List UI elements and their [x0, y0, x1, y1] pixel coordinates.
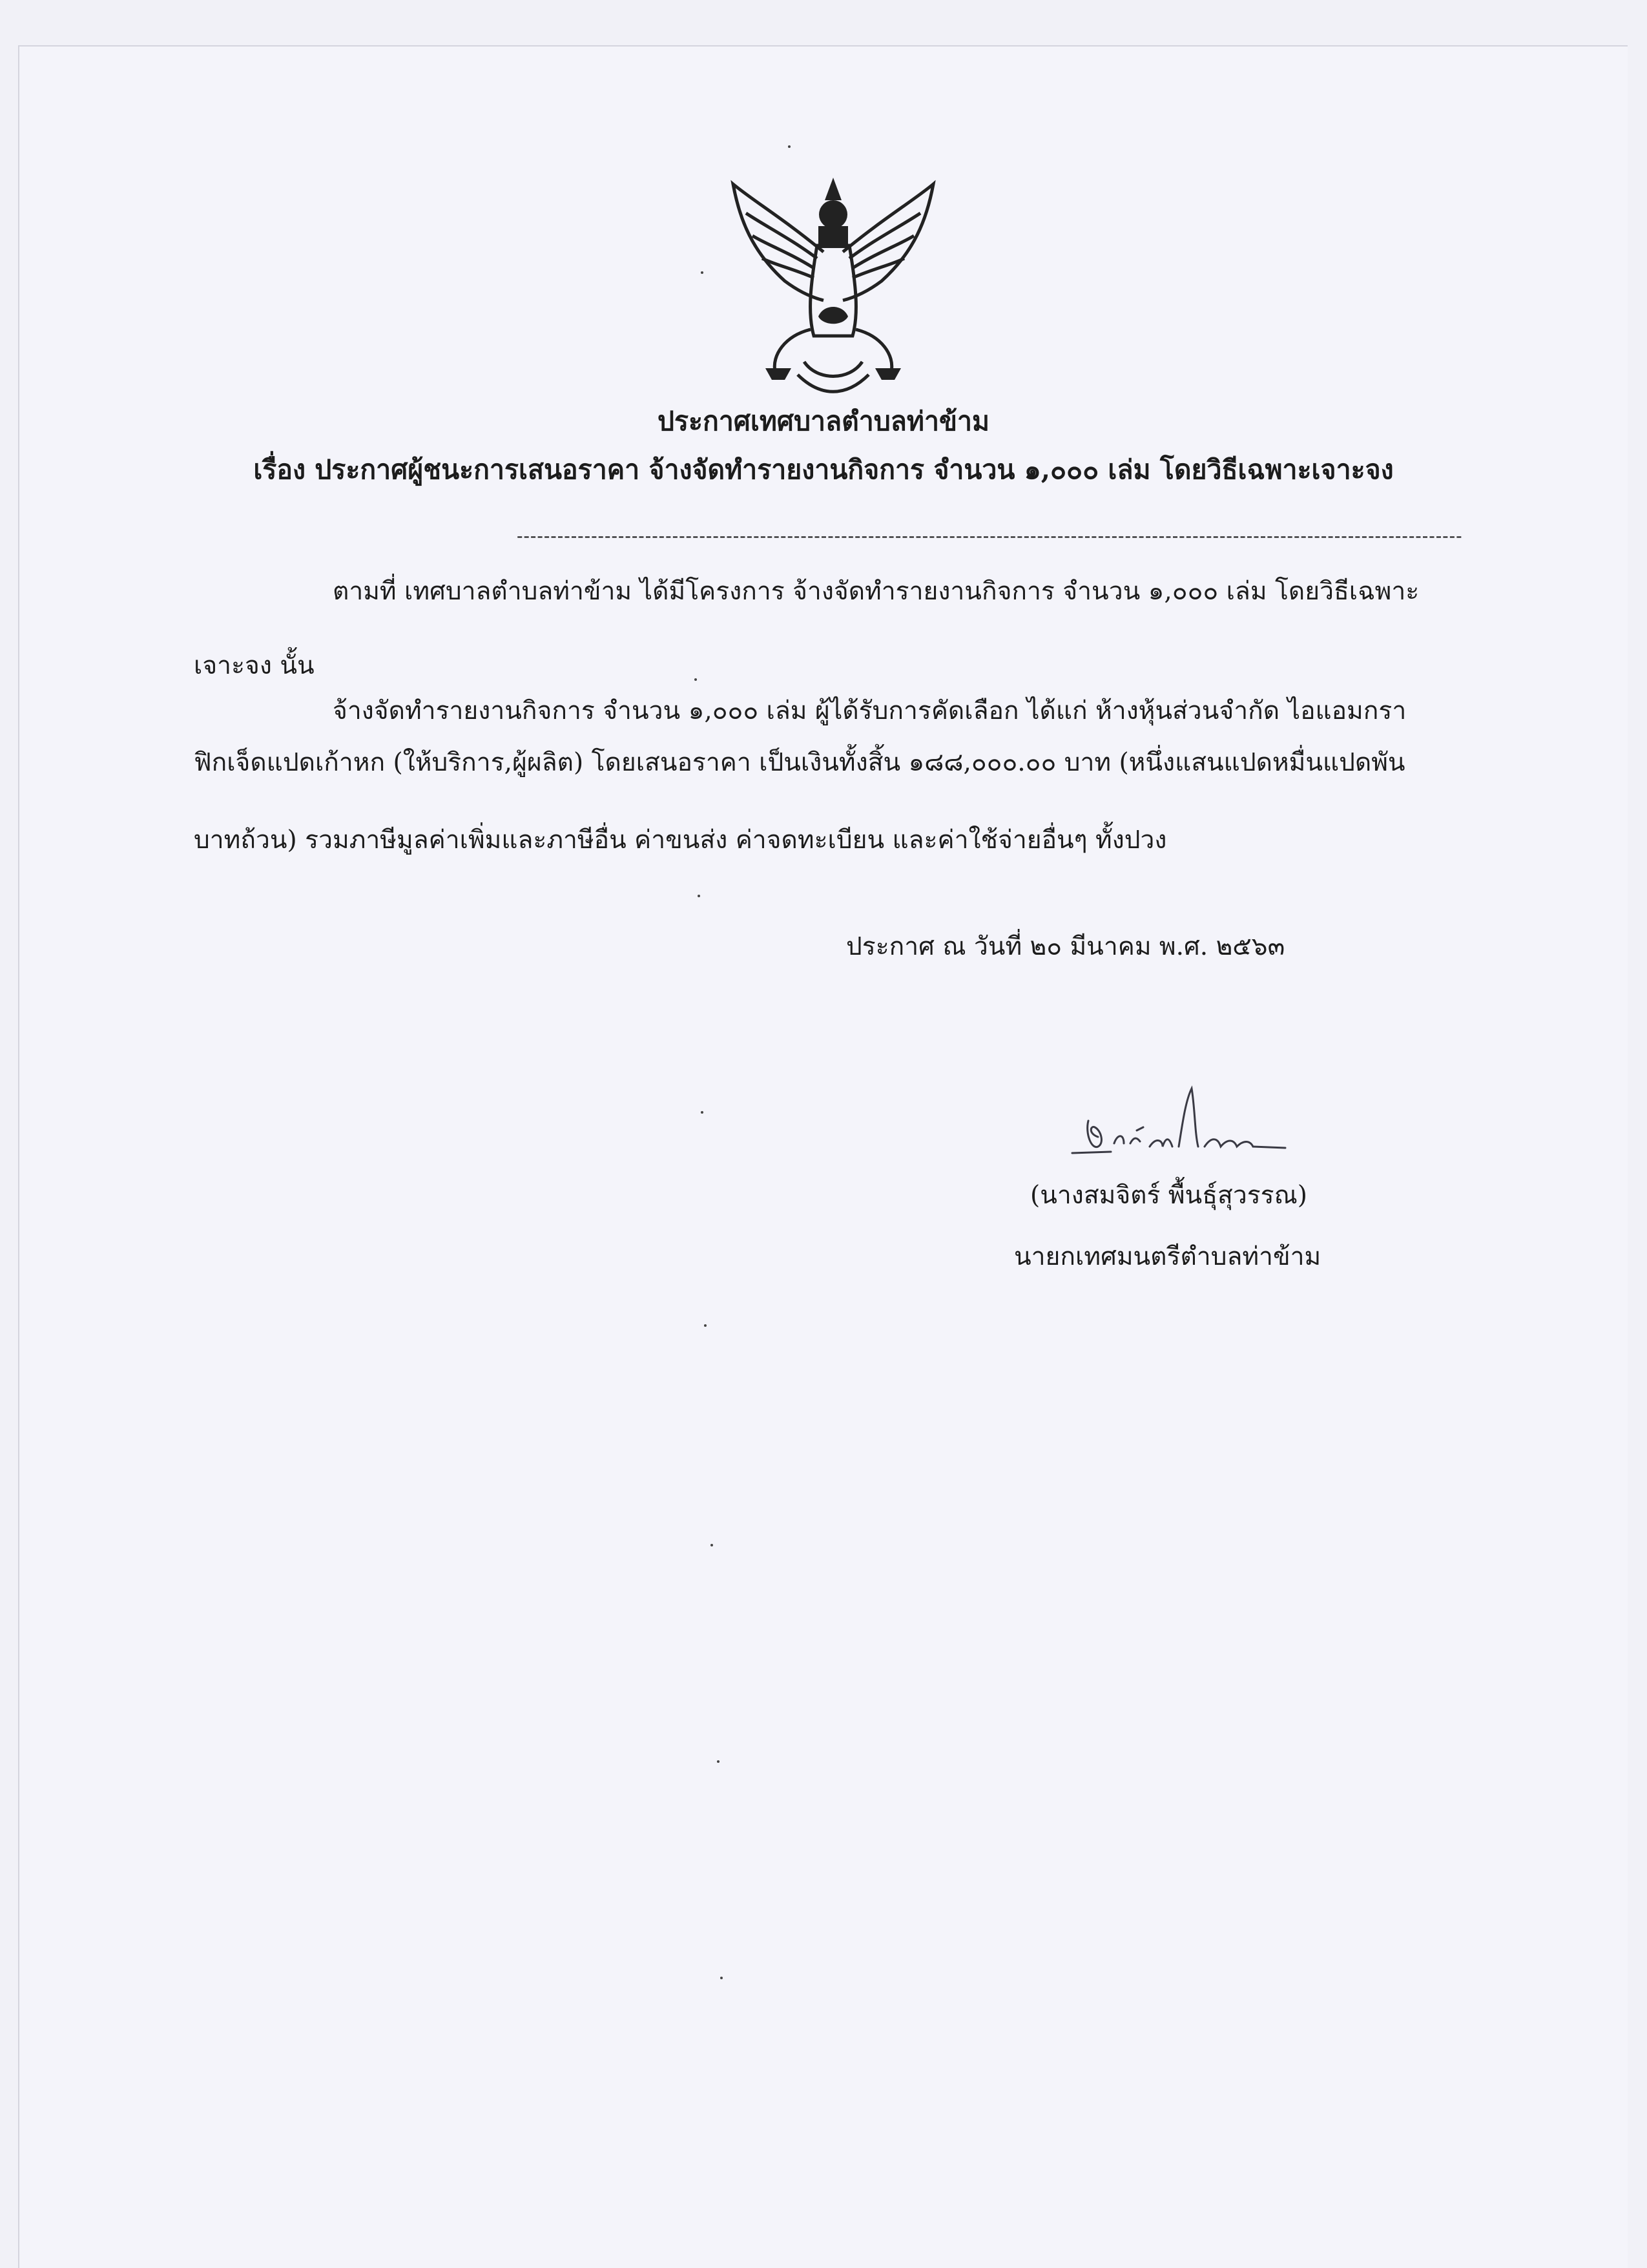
announcement-title: ประกาศเทศบาลตำบลท่าข้าม: [657, 406, 990, 437]
scan-speck: [710, 1544, 713, 1546]
paragraph-1-line-2: เจาะจง นั้น: [194, 651, 315, 680]
signer-position: นายกเทศมนตรีตำบลท่าข้าม: [1014, 1242, 1321, 1271]
announcement-subject: เรื่อง ประกาศผู้ชนะการเสนอราคา จ้างจัดทำรายงานกิจการ จำนวน ๑,๐๐๐ เล่ม โดยวิธีเฉพาะเจาะจง: [253, 454, 1394, 485]
paragraph-2-line-2: ฟิกเจ็ดแปดเก้าหก (ให้บริการ,ผู้ผลิต) โดยเสนอราคา เป็นเงินทั้งสิ้น ๑๘๘,๐๐๐.๐๐ บาท (หนึ่งแสนแปดหมื่นแปดพัน: [194, 748, 1405, 777]
scan-speck: [694, 678, 697, 681]
garuda-emblem-icon: [727, 174, 940, 401]
signer-name: (นางสมจิตร์ พื้นธุ์สุวรรณ): [1030, 1181, 1308, 1210]
scan-speck: [698, 895, 700, 897]
separator-line: --------------------------------------------------------------------------------------------------------------------------------------------: [517, 525, 1463, 546]
scan-speck: [704, 1324, 707, 1327]
paragraph-2-line-1: จ้างจัดทำรายงานกิจการ จำนวน ๑,๐๐๐ เล่ม ผู้ได้รับการคัดเลือก ได้แก่ ห้างหุ้นส่วนจำกัด ไอแอมกรา: [333, 696, 1407, 725]
scan-speck: [720, 1977, 723, 1979]
paragraph-1-line-1: ตามที่ เทศบาลตำบลท่าข้าม ได้มีโครงการ จ้างจัดทำรายงานกิจการ จำนวน ๑,๐๐๐ เล่ม โดยวิธีเฉพาะ: [333, 577, 1420, 606]
scan-speck: [701, 1111, 703, 1114]
scan-speck: [701, 271, 703, 274]
scan-speck: [717, 1760, 720, 1763]
handwritten-signature-icon: [1059, 1082, 1305, 1179]
paragraph-2-line-3: บาทถ้วน) รวมภาษีมูลค่าเพิ่มและภาษีอื่น ค่าขนส่ง ค่าจดทะเบียน และค่าใช้จ่ายอื่นๆ ทั้งปวง: [194, 826, 1167, 855]
scan-speck: [788, 145, 791, 148]
announcement-date: ประกาศ ณ วันที่ ๒๐ มีนาคม พ.ศ. ๒๕๖๓: [846, 932, 1285, 961]
